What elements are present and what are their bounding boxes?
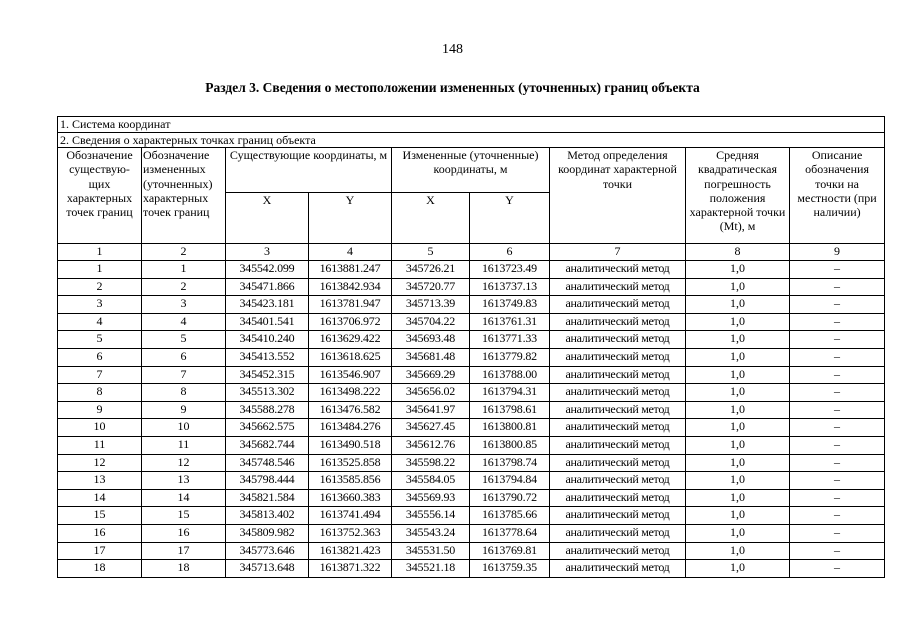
header-existing-coords: Существующие координаты, м — [226, 148, 392, 193]
cell-description: – — [790, 278, 885, 296]
cell-error: 1,0 — [686, 278, 790, 296]
table-row — [58, 436, 885, 454]
cell-changed-x: 345584.05 — [392, 472, 470, 490]
cell-existing-y: 1613660.383 — [309, 489, 392, 507]
cell-existing-y: 1613585.856 — [309, 472, 392, 490]
section-title: Раздел 3. Сведения о местоположении измененных (уточненных) границ объекта — [205, 80, 700, 95]
cell-existing-y: 1613618.625 — [309, 348, 392, 366]
cell-method: аналитический метод — [550, 366, 686, 384]
cell-changed-y: 1613800.85 — [470, 436, 550, 454]
cell-changed-x: 345531.50 — [392, 542, 470, 560]
cell-existing-y: 1613629.422 — [309, 331, 392, 349]
cell-changed-y: 1613794.31 — [470, 384, 550, 402]
boundary-points-table — [57, 116, 885, 578]
cell-method: аналитический метод — [550, 296, 686, 314]
table-row — [58, 560, 885, 578]
table-row — [58, 489, 885, 507]
cell-existing-y: 1613881.247 — [309, 261, 392, 279]
header-changed-points: Обозначение измененных (уточненных) характерных точек границ — [142, 148, 226, 244]
cell-changed-point: 10 — [142, 419, 226, 437]
table-row — [58, 366, 885, 384]
cell-method: аналитический метод — [550, 472, 686, 490]
cell-existing-point: 16 — [58, 524, 142, 542]
cell-method: аналитический метод — [550, 454, 686, 472]
cell-changed-x: 345543.24 — [392, 524, 470, 542]
cell-changed-y: 1613798.74 — [470, 454, 550, 472]
cell-changed-y: 1613749.83 — [470, 296, 550, 314]
cell-error: 1,0 — [686, 542, 790, 560]
cell-error: 1,0 — [686, 489, 790, 507]
cell-existing-point: 1 — [58, 261, 142, 279]
cell-changed-point: 1 — [142, 261, 226, 279]
cell-changed-x: 345556.14 — [392, 507, 470, 525]
cell-changed-y: 1613779.82 — [470, 348, 550, 366]
table-row — [58, 454, 885, 472]
cell-changed-y: 1613800.81 — [470, 419, 550, 437]
cell-existing-x: 345682.744 — [226, 436, 309, 454]
cell-existing-x: 345773.646 — [226, 542, 309, 560]
header-error: Средняя квадратическая погрешность положения характерной точки (Mt), м — [686, 148, 790, 244]
cell-description: – — [790, 560, 885, 578]
header-changed-x: X — [392, 193, 470, 244]
cell-existing-x: 345423.181 — [226, 296, 309, 314]
column-numbers-row — [58, 244, 885, 261]
cell-changed-y: 1613778.64 — [470, 524, 550, 542]
table-row — [58, 261, 885, 279]
table-row — [58, 348, 885, 366]
cell-method: аналитический метод — [550, 489, 686, 507]
cell-existing-x: 345542.099 — [226, 261, 309, 279]
points-info-row: 2. Сведения о характерных точках границ объекта — [58, 132, 885, 148]
table-row — [58, 278, 885, 296]
cell-existing-y: 1613490.518 — [309, 436, 392, 454]
column-number: 6 — [470, 244, 550, 261]
cell-existing-x: 345413.552 — [226, 348, 309, 366]
cell-existing-y: 1613525.858 — [309, 454, 392, 472]
cell-method: аналитический метод — [550, 313, 686, 331]
cell-existing-point: 5 — [58, 331, 142, 349]
table-row — [58, 331, 885, 349]
cell-error: 1,0 — [686, 436, 790, 454]
cell-changed-x: 345681.48 — [392, 348, 470, 366]
cell-description: – — [790, 296, 885, 314]
cell-existing-point: 12 — [58, 454, 142, 472]
cell-changed-point: 8 — [142, 384, 226, 402]
coord-system-row: 1. Система координат — [58, 117, 885, 133]
cell-description: – — [790, 507, 885, 525]
cell-existing-point: 17 — [58, 542, 142, 560]
cell-existing-point: 11 — [58, 436, 142, 454]
cell-description: – — [790, 384, 885, 402]
cell-existing-y: 1613781.947 — [309, 296, 392, 314]
cell-changed-x: 345569.93 — [392, 489, 470, 507]
cell-method: аналитический метод — [550, 278, 686, 296]
cell-existing-point: 2 — [58, 278, 142, 296]
cell-changed-point: 17 — [142, 542, 226, 560]
column-number: 5 — [392, 244, 470, 261]
cell-existing-point: 8 — [58, 384, 142, 402]
header-method: Метод определения координат характерной точки — [550, 148, 686, 244]
cell-error: 1,0 — [686, 507, 790, 525]
cell-changed-point: 6 — [142, 348, 226, 366]
cell-description: – — [790, 313, 885, 331]
cell-existing-x: 345401.541 — [226, 313, 309, 331]
cell-existing-point: 6 — [58, 348, 142, 366]
cell-method: аналитический метод — [550, 348, 686, 366]
table-row — [58, 472, 885, 490]
cell-method: аналитический метод — [550, 507, 686, 525]
cell-error: 1,0 — [686, 348, 790, 366]
cell-changed-point: 4 — [142, 313, 226, 331]
table-row — [58, 419, 885, 437]
cell-existing-y: 1613821.423 — [309, 542, 392, 560]
column-number: 1 — [58, 244, 142, 261]
cell-changed-point: 2 — [142, 278, 226, 296]
cell-existing-point: 3 — [58, 296, 142, 314]
cell-changed-point: 14 — [142, 489, 226, 507]
cell-existing-point: 4 — [58, 313, 142, 331]
column-number: 4 — [309, 244, 392, 261]
cell-existing-y: 1613546.907 — [309, 366, 392, 384]
table-row — [58, 507, 885, 525]
cell-existing-point: 18 — [58, 560, 142, 578]
cell-changed-y: 1613759.35 — [470, 560, 550, 578]
cell-description: – — [790, 542, 885, 560]
cell-changed-x: 345713.39 — [392, 296, 470, 314]
header-existing-y: Y — [309, 193, 392, 244]
cell-existing-y: 1613871.322 — [309, 560, 392, 578]
cell-changed-point: 3 — [142, 296, 226, 314]
header-changed-y: Y — [470, 193, 550, 244]
cell-error: 1,0 — [686, 331, 790, 349]
cell-description: – — [790, 366, 885, 384]
column-number: 9 — [790, 244, 885, 261]
cell-existing-point: 13 — [58, 472, 142, 490]
cell-changed-x: 345521.18 — [392, 560, 470, 578]
cell-existing-y: 1613498.222 — [309, 384, 392, 402]
cell-existing-point: 14 — [58, 489, 142, 507]
column-number: 2 — [142, 244, 226, 261]
cell-description: – — [790, 454, 885, 472]
cell-method: аналитический метод — [550, 436, 686, 454]
cell-error: 1,0 — [686, 560, 790, 578]
cell-method: аналитический метод — [550, 560, 686, 578]
cell-description: – — [790, 472, 885, 490]
cell-existing-y: 1613741.494 — [309, 507, 392, 525]
cell-changed-x: 345656.02 — [392, 384, 470, 402]
cell-existing-x: 345513.302 — [226, 384, 309, 402]
column-number: 7 — [550, 244, 686, 261]
cell-changed-y: 1613761.31 — [470, 313, 550, 331]
cell-description: – — [790, 489, 885, 507]
cell-changed-x: 345726.21 — [392, 261, 470, 279]
cell-changed-point: 12 — [142, 454, 226, 472]
cell-changed-y: 1613788.00 — [470, 366, 550, 384]
cell-existing-y: 1613476.582 — [309, 401, 392, 419]
table-row — [58, 524, 885, 542]
cell-existing-y: 1613842.934 — [309, 278, 392, 296]
cell-method: аналитический метод — [550, 401, 686, 419]
cell-existing-point: 9 — [58, 401, 142, 419]
cell-changed-y: 1613794.84 — [470, 472, 550, 490]
table-row — [58, 296, 885, 314]
cell-existing-x: 345809.982 — [226, 524, 309, 542]
cell-changed-y: 1613798.61 — [470, 401, 550, 419]
cell-error: 1,0 — [686, 419, 790, 437]
cell-method: аналитический метод — [550, 542, 686, 560]
cell-changed-x: 345598.22 — [392, 454, 470, 472]
cell-error: 1,0 — [686, 384, 790, 402]
cell-changed-y: 1613790.72 — [470, 489, 550, 507]
cell-changed-x: 345720.77 — [392, 278, 470, 296]
cell-error: 1,0 — [686, 296, 790, 314]
cell-changed-x: 345612.76 — [392, 436, 470, 454]
table-row — [58, 542, 885, 560]
cell-description: – — [790, 261, 885, 279]
cell-existing-point: 10 — [58, 419, 142, 437]
cell-changed-point: 11 — [142, 436, 226, 454]
cell-description: – — [790, 331, 885, 349]
cell-error: 1,0 — [686, 472, 790, 490]
cell-existing-x: 345813.402 — [226, 507, 309, 525]
cell-method: аналитический метод — [550, 261, 686, 279]
cell-description: – — [790, 419, 885, 437]
cell-existing-x: 345821.584 — [226, 489, 309, 507]
cell-error: 1,0 — [686, 401, 790, 419]
cell-existing-x: 345410.240 — [226, 331, 309, 349]
cell-changed-y: 1613769.81 — [470, 542, 550, 560]
cell-existing-point: 7 — [58, 366, 142, 384]
cell-changed-y: 1613737.13 — [470, 278, 550, 296]
cell-changed-y: 1613771.33 — [470, 331, 550, 349]
cell-existing-x: 345662.575 — [226, 419, 309, 437]
page-number: 148 — [442, 42, 463, 57]
cell-changed-x: 345627.45 — [392, 419, 470, 437]
cell-changed-x: 345641.97 — [392, 401, 470, 419]
cell-description: – — [790, 524, 885, 542]
cell-existing-y: 1613484.276 — [309, 419, 392, 437]
cell-error: 1,0 — [686, 524, 790, 542]
header-existing-x: X — [226, 193, 309, 244]
cell-error: 1,0 — [686, 366, 790, 384]
cell-changed-point: 9 — [142, 401, 226, 419]
column-number: 3 — [226, 244, 309, 261]
cell-description: – — [790, 401, 885, 419]
cell-existing-x: 345748.546 — [226, 454, 309, 472]
cell-existing-x: 345452.315 — [226, 366, 309, 384]
cell-changed-y: 1613723.49 — [470, 261, 550, 279]
cell-error: 1,0 — [686, 313, 790, 331]
cell-method: аналитический метод — [550, 524, 686, 542]
table-row — [58, 384, 885, 402]
cell-existing-y: 1613706.972 — [309, 313, 392, 331]
table-row — [58, 401, 885, 419]
cell-method: аналитический метод — [550, 331, 686, 349]
cell-changed-point: 13 — [142, 472, 226, 490]
cell-existing-x: 345588.278 — [226, 401, 309, 419]
header-changed-coords: Измененные (уточненные) координаты, м — [392, 148, 550, 193]
cell-method: аналитический метод — [550, 384, 686, 402]
cell-existing-x: 345713.648 — [226, 560, 309, 578]
cell-changed-point: 7 — [142, 366, 226, 384]
table-row — [58, 313, 885, 331]
cell-changed-x: 345704.22 — [392, 313, 470, 331]
cell-method: аналитический метод — [550, 419, 686, 437]
cell-changed-point: 18 — [142, 560, 226, 578]
header-existing-points: Обозначение существую-щих характерных точек границ — [58, 148, 142, 244]
cell-description: – — [790, 436, 885, 454]
cell-changed-point: 15 — [142, 507, 226, 525]
cell-changed-point: 16 — [142, 524, 226, 542]
cell-error: 1,0 — [686, 454, 790, 472]
cell-existing-point: 15 — [58, 507, 142, 525]
cell-description: – — [790, 348, 885, 366]
cell-changed-point: 5 — [142, 331, 226, 349]
cell-existing-x: 345798.444 — [226, 472, 309, 490]
cell-existing-x: 345471.866 — [226, 278, 309, 296]
cell-changed-x: 345693.48 — [392, 331, 470, 349]
header-description: Описание обозначения точки на местности (при наличии) — [790, 148, 885, 244]
cell-existing-y: 1613752.363 — [309, 524, 392, 542]
column-number: 8 — [686, 244, 790, 261]
cell-error: 1,0 — [686, 261, 790, 279]
cell-changed-y: 1613785.66 — [470, 507, 550, 525]
cell-changed-x: 345669.29 — [392, 366, 470, 384]
